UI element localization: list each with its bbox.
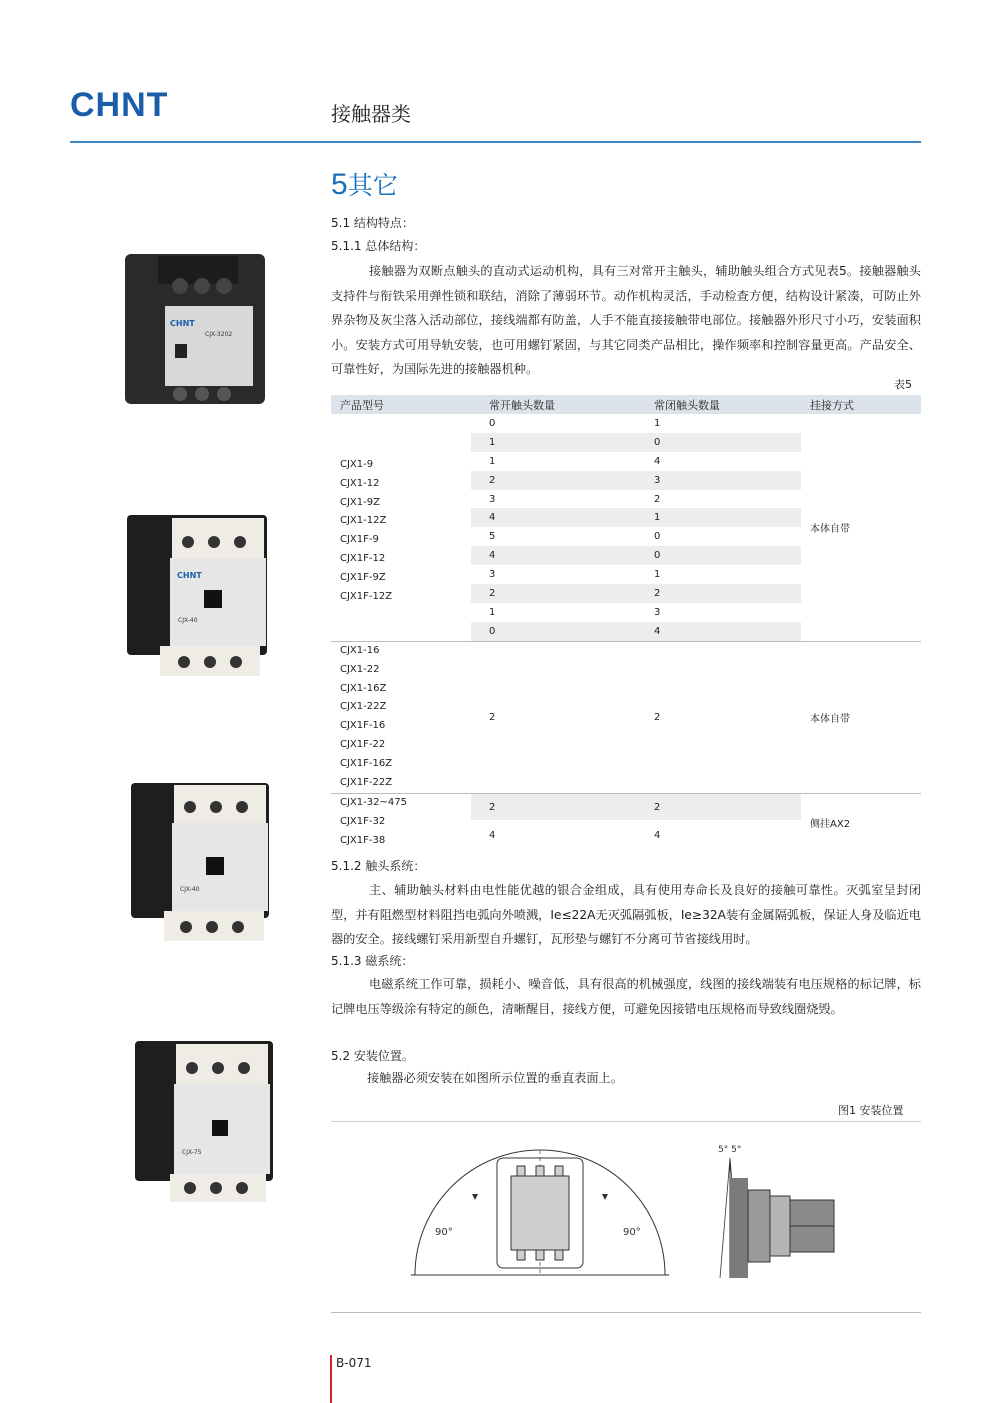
group1-mount: 本体自带	[810, 523, 850, 535]
angle-left: 90°	[435, 1227, 453, 1238]
page-category: 接触器类	[331, 102, 411, 126]
cell-no: 1	[489, 606, 496, 618]
section-title	[331, 166, 398, 202]
heading-5-1-2: 5.1.2 触头系统：	[331, 859, 426, 873]
model: CJX1F-38	[340, 834, 386, 846]
group2-models	[331, 641, 471, 793]
footer-rule	[331, 1312, 921, 1313]
cell-no: 2	[471, 471, 636, 490]
cell-no: 2	[471, 584, 636, 603]
cell-nc: 1	[654, 569, 661, 581]
table-row	[331, 641, 921, 793]
cell-no: 2	[471, 793, 636, 820]
model: CJX1F-12	[340, 553, 386, 565]
cell-no: 3	[489, 493, 496, 505]
heading-5-2: 5.2 安装位置。	[331, 1049, 414, 1063]
th-mount: 挂接方式	[801, 395, 921, 414]
model: CJX1-22Z	[340, 701, 387, 713]
photo-label: CJX-40	[178, 617, 198, 624]
cell-no: 4	[471, 508, 636, 527]
cell-no: 4	[471, 546, 636, 565]
table-row	[331, 414, 921, 433]
group3-mount: 侧挂AX2	[801, 793, 921, 850]
cell-nc: 1	[636, 508, 801, 527]
model: CJX1F-9Z	[340, 572, 386, 584]
cell-no: 5	[489, 531, 496, 543]
model: CJX1F-16	[340, 720, 386, 732]
model: CJX1F-32	[340, 815, 386, 827]
contactor-photo-1	[120, 244, 270, 414]
model: CJX1-22	[340, 663, 380, 675]
cell-nc: 3	[654, 606, 661, 618]
model: CJX1-32~475	[340, 796, 407, 808]
cell-no: 4	[489, 829, 496, 841]
model: CJX1-9Z	[340, 496, 380, 508]
cell-nc: 3	[636, 471, 801, 490]
chint-logo: CHNT	[70, 86, 169, 124]
photo-brand: CHNT	[170, 319, 195, 328]
model: CJX1F-16Z	[340, 758, 393, 770]
cell-no: 1	[489, 455, 496, 467]
heading-5-1-1: 5.1.1 总体结构：	[331, 239, 426, 253]
cell-nc: 4	[654, 455, 661, 467]
cell-nc: 2	[654, 493, 661, 505]
cell-nc: 0	[654, 531, 661, 543]
contactor-photo-4	[130, 1036, 280, 1206]
cell-nc: 4	[654, 829, 661, 841]
photo-label: CJX-40	[180, 886, 200, 893]
tilt-angle-diagram	[710, 1138, 850, 1283]
cell-nc: 2	[636, 793, 801, 820]
group3-models	[331, 793, 471, 850]
angle-right: 90°	[623, 1227, 641, 1238]
paragraph-5-1-2: 主、辅助触头材料由电性能优越的银合金组成，具有使用寿命长及良好的接触可靠性。灭弧室呈封闭型，并有阻燃型材料阻挡电弧向外喷溅，Ie≤22A无灭弧隔弧板，Ie≥32A装有金属隔弧板，保证人身及临近电器的安全。接线螺钉采用新型自升螺钉，瓦形垫与螺钉不分离可节省接线用时。	[331, 883, 921, 946]
tilt-label: 5° 5°	[718, 1145, 742, 1155]
model: CJX1-9	[340, 458, 374, 470]
cell-no: 0	[489, 417, 496, 429]
cell-nc: 0	[636, 433, 801, 452]
section-number: 5	[331, 168, 348, 201]
cell-nc: 2	[636, 641, 801, 793]
page-number: B-071	[336, 1356, 372, 1370]
heading-5-1-3: 5.1.3 磁系统：	[331, 954, 414, 968]
cell-no: 3	[489, 569, 496, 581]
model: CJX1F-22	[340, 739, 386, 751]
photo-brand: CHNT	[177, 571, 202, 580]
table-header-row	[331, 395, 921, 414]
paragraph-5-1-3: 电磁系统工作可靠，损耗小、噪音低，具有很高的机械强度，线图的接线端装有电压规格的标记牌，标记牌电压等级涂有特定的颜色，清晰醒目，接线方便，可避免因接错电压规格而导致线圈烧毁。	[331, 977, 921, 1016]
th-no: 常开触头数量	[471, 395, 636, 414]
cell-nc: 0	[636, 546, 801, 565]
contact-table	[331, 395, 921, 851]
contactor-photo-2	[122, 510, 272, 680]
model: CJX1-12	[340, 477, 380, 489]
cell-no: 2	[471, 641, 636, 793]
mounting-arc-diagram	[405, 1140, 675, 1280]
photo-label: CJX-75	[182, 1149, 202, 1156]
figure-label: 图1 安装位置	[838, 1104, 904, 1117]
group1-models	[331, 414, 471, 641]
cell-nc: 2	[636, 584, 801, 603]
section-title-text: 其它	[347, 171, 398, 200]
group2-mount: 本体自带	[801, 641, 921, 793]
model: CJX1F-9	[340, 534, 379, 546]
cell-no: 1	[471, 433, 636, 452]
heading-5-1: 5.1 结构特点：	[331, 216, 414, 230]
th-model: 产品型号	[331, 395, 471, 414]
header-rule	[70, 141, 921, 143]
page-accent-bar	[330, 1355, 332, 1403]
th-nc: 常闭触头数量	[636, 395, 801, 414]
paragraph-5-1-1: 接触器为双断点触头的直动式运动机构，具有三对常开主触头，辅助触头组合方式见表5。接触器触头支持件与衔铁采用弹性锁和联结，消除了薄弱环节。动作机构灵活，手动检查方便，结构设计紧凑，可防止外界杂物及灰尘落入活动部位，接线端都有防盖，人手不能直接接触带电部位。接触器外形尺寸小巧，安装面积小。安装方式可用导轨安装，也可用螺钉紧固，与其它同类产品相比，操作频率和控制容量更高。产品安全、可靠性好，为国际先进的接触器机种。	[331, 264, 921, 376]
table-caption: 表5	[894, 378, 912, 391]
photo-label: CJX-3202	[205, 331, 233, 338]
cell-nc: 4	[636, 622, 801, 641]
model: CJX1-16Z	[340, 682, 387, 694]
figure-rule	[331, 1121, 921, 1122]
model: CJX1F-12Z	[340, 591, 393, 603]
table-row	[331, 793, 921, 820]
model: CJX1-16	[340, 644, 380, 656]
paragraph-5-2: 接触器必须安装在如图所示位置的垂直表面上。	[367, 1071, 623, 1085]
contactor-photo-3	[126, 775, 276, 945]
cell-no: 0	[471, 622, 636, 641]
model: CJX1-12Z	[340, 515, 387, 527]
cell-nc: 1	[654, 417, 661, 429]
model: CJX1F-22Z	[340, 777, 393, 789]
